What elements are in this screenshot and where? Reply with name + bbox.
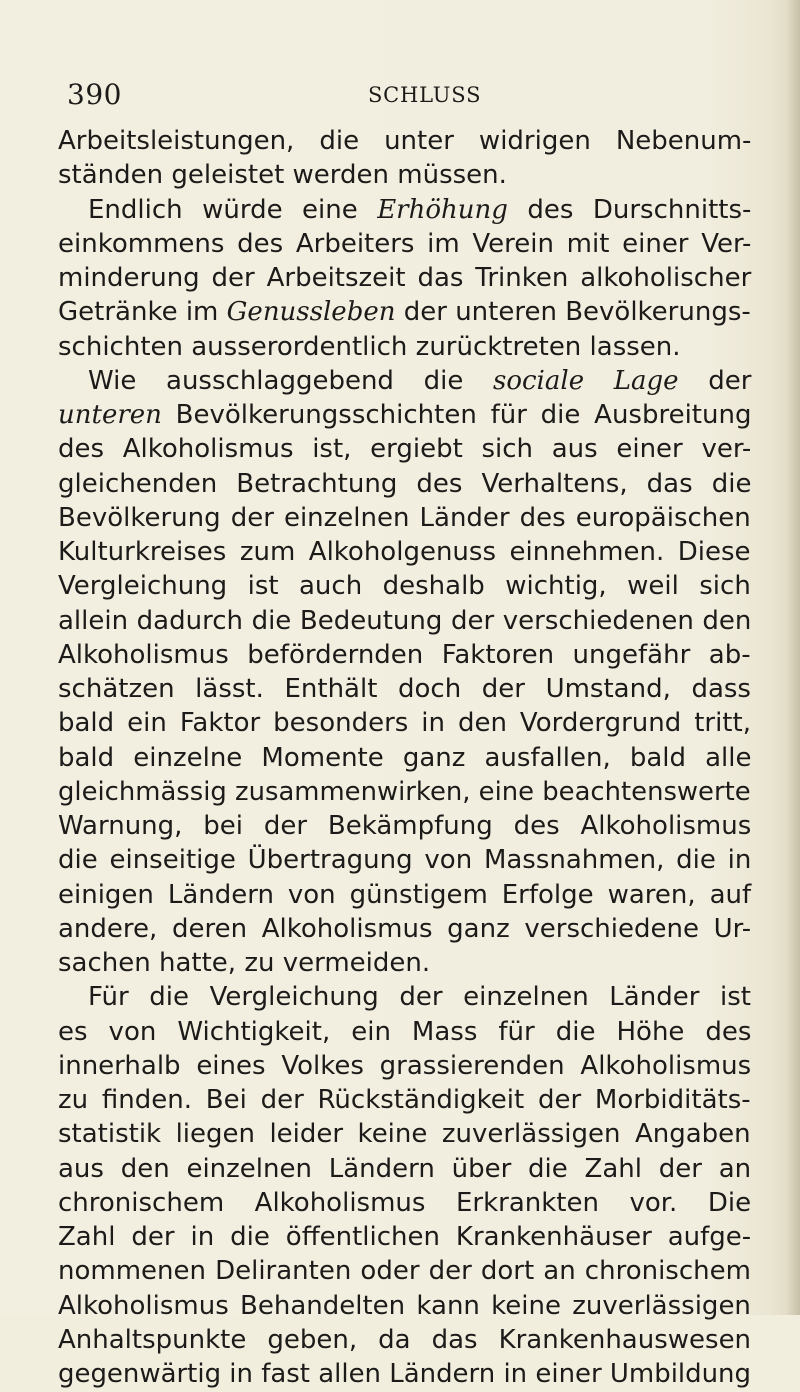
text-line: [58, 1116, 751, 1152]
text-segment: minderung der Arbeitszeit das Trinken alkoholischer: [58, 263, 752, 293]
text-segment: Vergleichung ist auch deshalb wichtig, weil sich: [58, 571, 751, 602]
text-segment: der unteren Bevölkerungs-: [395, 297, 751, 328]
text-line: [58, 842, 751, 878]
text-segment: chronischem Alkoholismus Erkrankten vor. Die: [58, 1187, 752, 1218]
text-segment: Alkoholismus Behandelten kann keine zuverlässigen: [58, 1290, 751, 1321]
emphasis-text: sociale Lage: [493, 365, 679, 396]
text-line: [58, 637, 751, 673]
text-segment: Zahl der in die öffentlichen Krankenhäuser aufge-: [58, 1222, 752, 1252]
emphasis-text: Genussleben: [226, 297, 396, 328]
text-segment: einigen Ländern von günstigem Erfolge waren, auf: [58, 879, 752, 910]
text-line: [58, 500, 751, 536]
text-line: [58, 1322, 751, 1358]
text-segment: sachen hatte, zu vermeiden.: [58, 948, 431, 978]
text-line: [58, 466, 751, 502]
text-segment: nommenen Deliranten oder der dort an chronischem: [58, 1256, 751, 1287]
text-segment: des Durschnitts-: [507, 194, 752, 225]
text-segment: Getränke im: [58, 297, 227, 328]
text-segment: gegenwärtig in fast allen Ländern in einer Umbildung: [58, 1359, 751, 1389]
text-segment: Bevölkerung der einzelnen Länder des europäischen: [58, 502, 751, 533]
page-edge-shadow: [786, 0, 800, 1315]
text-segment: des Alkoholismus ist, ergiebt sich aus einer ver-: [58, 434, 752, 465]
emphasis-text: Erhöhung: [377, 194, 508, 225]
text-segment: ständen geleistet werden müssen.: [58, 160, 507, 191]
text-segment: bald einzelne Momente ganz ausfallen, bald alle: [58, 742, 752, 773]
text-segment: der: [678, 365, 752, 396]
text-line: [58, 808, 751, 844]
text-line: [58, 1048, 751, 1084]
text-line: [58, 157, 507, 193]
text-segment: schichten ausserordentlich zurücktreten lassen.: [58, 331, 681, 362]
text-line: [58, 1356, 751, 1392]
text-line: [58, 1014, 751, 1050]
text-line: [58, 1151, 751, 1187]
text-segment: andere, deren Alkoholismus ganz verschiedene Ur-: [58, 913, 752, 944]
text-segment: schätzen lässt. Enthält doch der Umstand, dass: [58, 674, 751, 704]
text-line: [58, 945, 430, 981]
emphasis-text: unteren: [58, 400, 162, 430]
text-line: [58, 568, 751, 604]
text-line: [58, 431, 751, 467]
text-segment: aus den einzelnen Ländern über die Zahl der an: [58, 1153, 752, 1184]
text-segment: Bevölkerungsschichten für die Ausbreitung: [161, 400, 752, 430]
text-segment: gleichmässig zusammenwirken, eine beachtenswerte: [58, 776, 751, 807]
text-segment: Für die Vergleichung der einzelnen Länder ist: [88, 982, 751, 1013]
text-line: [58, 705, 751, 741]
text-segment: Endlich würde eine: [88, 194, 378, 225]
text-line: [58, 877, 751, 913]
text-line: [88, 979, 751, 1015]
text-segment: es von Wichtigkeit, ein Mass für die Höhe des: [58, 1016, 752, 1047]
text-line: [58, 740, 751, 776]
text-line: [58, 1082, 751, 1118]
text-line: [58, 397, 751, 433]
text-line: [58, 1253, 751, 1289]
text-segment: statistik liegen leider keine zuverlässigen Angaben: [58, 1119, 751, 1150]
text-segment: Anhaltspunkte geben, da das Krankenhauswesen: [58, 1324, 752, 1355]
text-line: [58, 294, 751, 330]
text-line: [58, 671, 751, 707]
text-segment: Kulturkreises zum Alkoholgenuss einnehmen. Diese: [58, 537, 751, 567]
text-segment: Wie ausschlaggebend die: [88, 365, 493, 396]
text-line: [58, 260, 751, 296]
running-head: SCHLUSS: [368, 83, 482, 107]
page-number: 390: [67, 78, 122, 111]
text-line: [58, 603, 751, 639]
text-segment: die einseitige Übertragung von Massnahmen, die in: [58, 845, 752, 876]
text-line: [58, 329, 681, 365]
text-segment: Alkoholismus befördernden Faktoren ungefähr ab-: [58, 639, 751, 670]
text-line: [58, 1288, 751, 1324]
text-line: [58, 1185, 751, 1221]
text-line: [58, 911, 751, 947]
text-segment: allein dadurch die Bedeutung der verschiedenen den: [58, 605, 752, 636]
text-segment: innerhalb eines Volkes grassierenden Alkoholismus: [58, 1050, 752, 1081]
text-line: [58, 1219, 751, 1255]
text-line: [88, 363, 751, 399]
text-segment: zu finden. Bei der Rückständigkeit der Morbiditäts-: [58, 1085, 751, 1115]
text-line: [88, 192, 751, 228]
text-segment: gleichenden Betrachtung des Verhaltens, das die: [58, 468, 752, 499]
text-segment: bald ein Faktor besonders in den Vordergrund tritt,: [58, 708, 751, 739]
text-line: [58, 226, 751, 262]
text-segment: Warnung, bei der Bekämpfung des Alkoholismus: [58, 811, 752, 841]
text-segment: Arbeitsleistungen, die unter widrigen Nebenum-: [58, 126, 752, 156]
text-line: [58, 534, 751, 570]
text-segment: einkommens des Arbeiters im Verein mit einer Ver-: [58, 228, 752, 259]
text-line: [58, 123, 751, 159]
text-line: [58, 774, 751, 810]
